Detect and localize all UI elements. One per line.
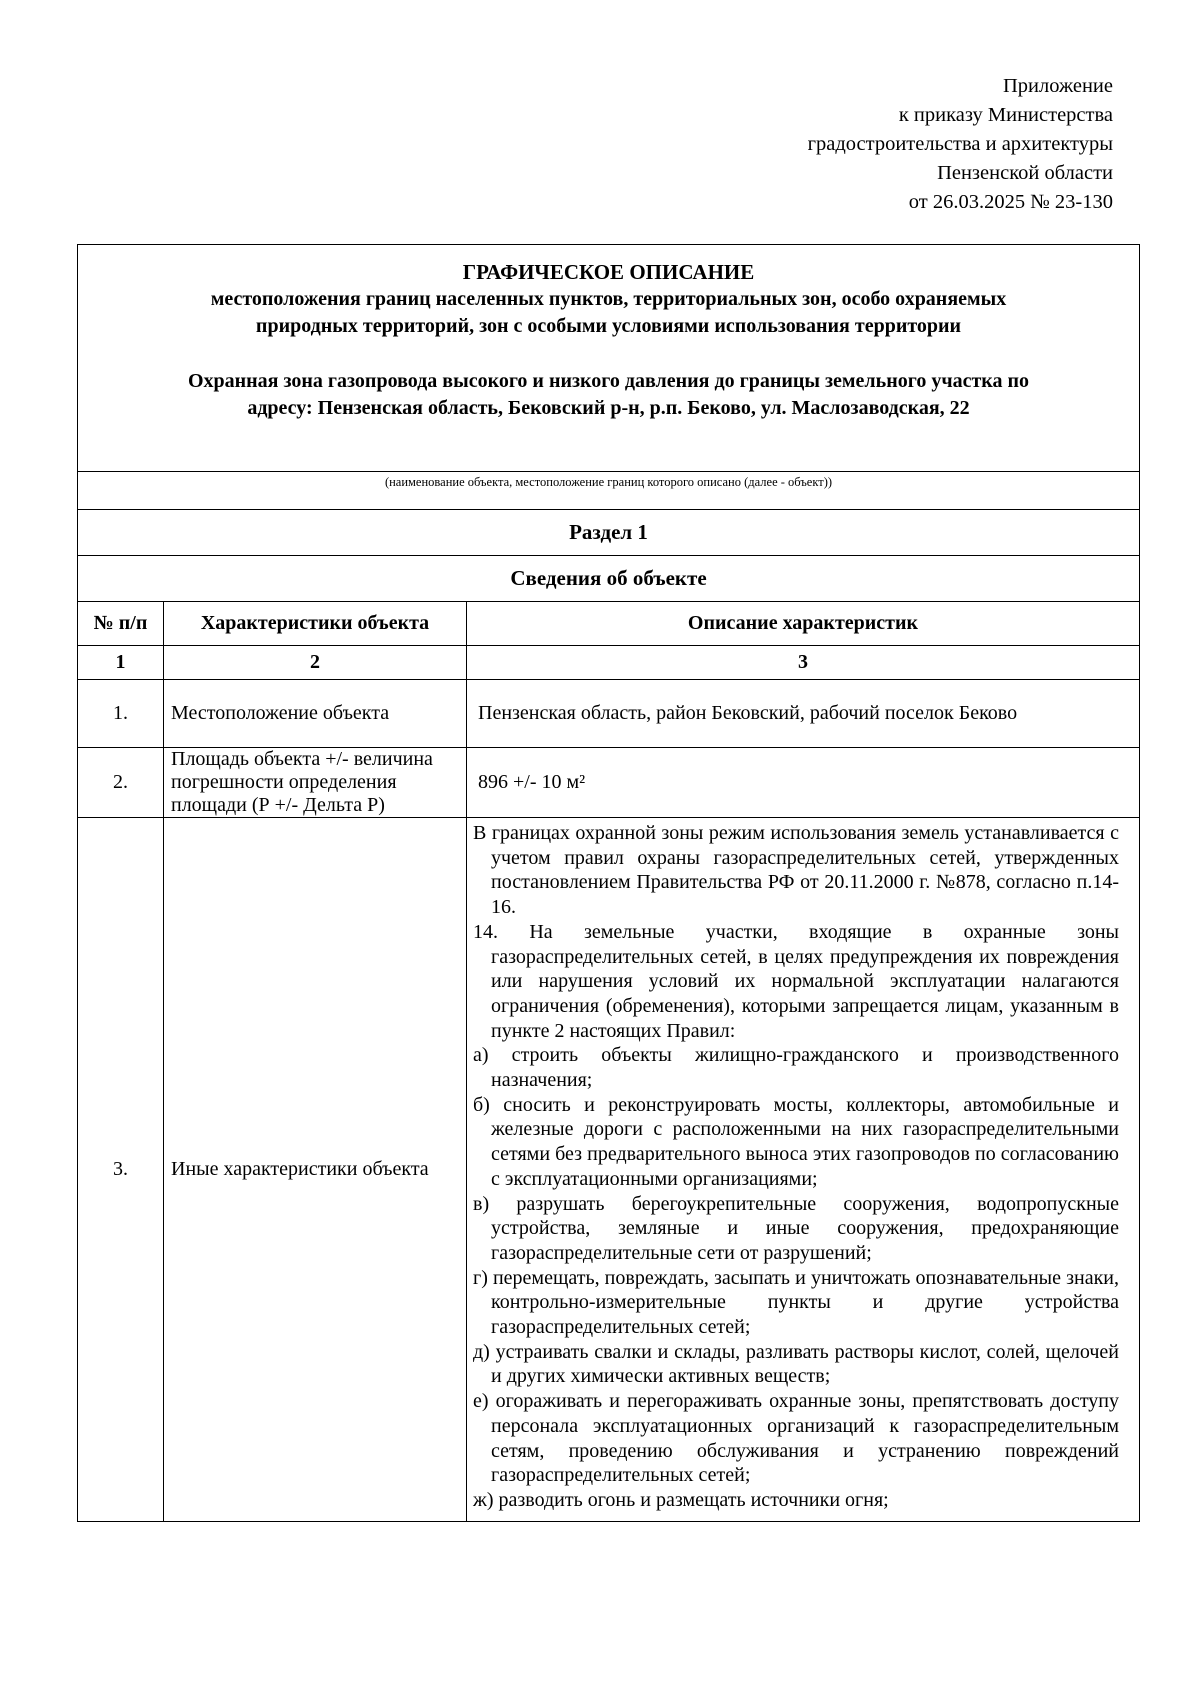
table-row bbox=[78, 680, 1140, 748]
row-number: 1. bbox=[78, 680, 164, 748]
table-row bbox=[78, 748, 1140, 818]
restriction-item: д) устраивать свалки и склады, разливать растворы кислот, солей, щелочей и других химически активных веществ; bbox=[473, 1340, 1119, 1388]
document-subtitle-line: природных территорий, зон с особыми условиями использования территории bbox=[255, 315, 962, 337]
restriction-item: в) разрушать берегоукрепительные сооружения, водопропускные устройства, земляные и иные сооружения, предохраняющие газораспределительные сети от разрушений; bbox=[473, 1192, 1119, 1264]
restriction-item: г) перемещать, повреждать, засыпать и уничтожать опознавательные знаки, контрольно-измерительные пункты и другие устройства газораспределительных сетей; bbox=[473, 1266, 1119, 1339]
appendix-line: градостроительства и архитектуры bbox=[807, 133, 1113, 155]
row-description: 896 +/- 10 м² bbox=[467, 748, 1140, 818]
column-header-number: № п/п bbox=[78, 602, 164, 646]
object-caption: (наименование объекта, местоположение границ которого описано (далее - объект)) bbox=[78, 472, 1140, 510]
appendix-line: Пензенской области bbox=[937, 162, 1113, 184]
column-header-characteristic: Характеристики объекта bbox=[164, 602, 467, 646]
appendix-block bbox=[808, 72, 1113, 217]
document-subtitle-line: местоположения границ населенных пунктов, территориальных зон, особо охраняемых bbox=[210, 288, 1007, 310]
description-paragraph: 14. На земельные участки, входящие в охранные зоны газораспределительных сетей, в целях предупреждения их повреждения или нарушения условий их нормальной эксплуатации налагаются ограничения (обременения), которыми запрещается лицам, указанным в пункте 2 настоящих Правил: bbox=[473, 920, 1119, 1042]
row-description-long bbox=[467, 818, 1140, 1522]
graphic-description-table bbox=[77, 244, 1140, 1522]
column-header-description: Описание характеристик bbox=[467, 602, 1140, 646]
appendix-date-number: от 26.03.2025 № 23-130 bbox=[908, 191, 1113, 213]
appendix-line: к приказу Министерства bbox=[898, 104, 1113, 126]
row-number: 3. bbox=[78, 818, 164, 1522]
row-description: Пензенская область, район Бековский, рабочий поселок Беково bbox=[467, 680, 1140, 748]
object-name-line: Охранная зона газопровода высокого и низкого давления до границы земельного участка по bbox=[187, 370, 1030, 392]
row-number: 2. bbox=[78, 748, 164, 818]
row-characteristic: Площадь объекта +/- величина погрешности определения площади (Р +/- Дельта Р) bbox=[164, 748, 467, 818]
row-characteristic: Иные характеристики объекта bbox=[164, 818, 467, 1522]
restriction-item: б) сносить и реконструировать мосты, коллекторы, автомобильные и железные дороги с расположенными на них газораспределительными сетями без предварительного выноса этих газопроводов по согласованию с эксплуатационными организациями; bbox=[473, 1093, 1119, 1190]
document-title: ГРАФИЧЕСКОЕ ОПИСАНИЕ bbox=[462, 260, 755, 284]
column-number: 3 bbox=[467, 646, 1140, 680]
section-title: Раздел 1 bbox=[78, 510, 1140, 556]
row-characteristic: Местоположение объекта bbox=[164, 680, 467, 748]
restriction-item: е) огораживать и перегораживать охранные зоны, препятствовать доступу персонала эксплуатационных организаций к газораспределительным сетям, проведению обслуживания и устранению повреждений газораспределительных сетей; bbox=[473, 1390, 1119, 1487]
description-paragraph: В границах охранной зоны режим использования земель устанавливается с учетом правил охраны газораспределительных сетей, утвержденных постановлением Правительства РФ от 20.11.2000 г. №878, согласно п.14-16. bbox=[473, 822, 1119, 919]
column-number: 2 bbox=[164, 646, 467, 680]
restriction-item: ж) разводить огонь и размещать источники огня; bbox=[473, 1488, 889, 1511]
section-subtitle: Сведения об объекте bbox=[78, 556, 1140, 602]
table-row bbox=[78, 818, 1140, 1522]
restriction-item: а) строить объекты жилищно-гражданского и производственного назначения; bbox=[473, 1044, 1119, 1092]
column-number: 1 bbox=[78, 646, 164, 680]
appendix-line: Приложение bbox=[1002, 75, 1113, 97]
document-header bbox=[78, 245, 1140, 472]
object-name-line: адресу: Пензенская область, Бековский р-н, р.п. Беково, ул. Маслозаводская, 22 bbox=[247, 397, 970, 419]
